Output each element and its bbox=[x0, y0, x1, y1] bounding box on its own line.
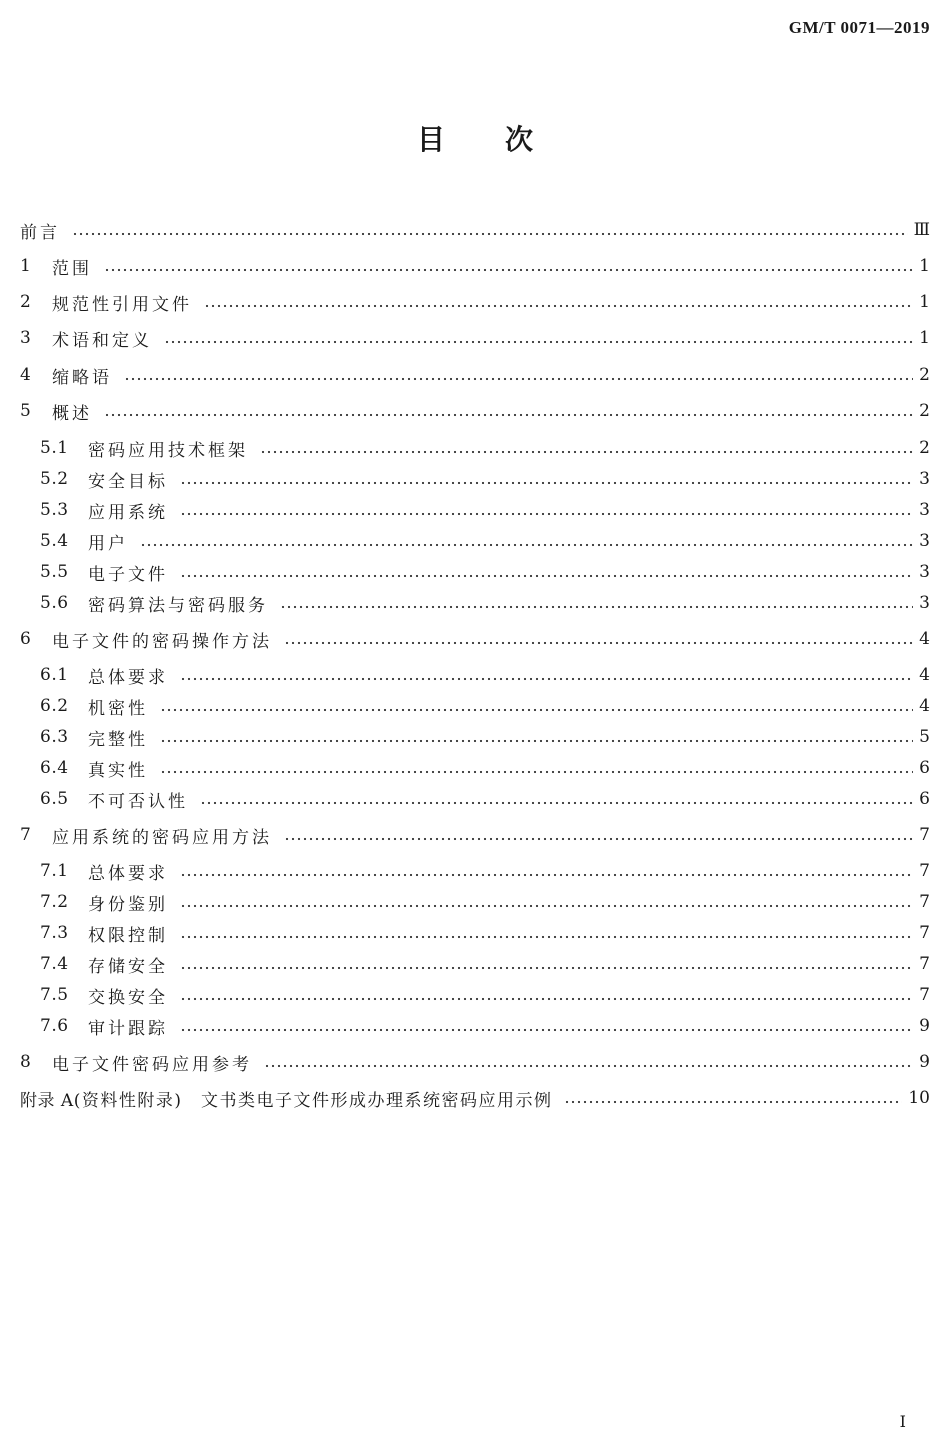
toc-dot-leader bbox=[104, 398, 913, 424]
toc-dot-leader bbox=[160, 724, 913, 750]
toc-entry[interactable] bbox=[40, 1013, 930, 1039]
toc-entry-label: 电子文件的密码操作方法 bbox=[52, 631, 272, 652]
toc-entry[interactable] bbox=[20, 253, 930, 279]
toc-entry-page: 1 bbox=[919, 256, 930, 276]
toc-dot-leader bbox=[260, 435, 913, 461]
toc-dot-leader bbox=[160, 693, 913, 719]
toc-entry-page: 7 bbox=[919, 985, 930, 1005]
toc-entry[interactable] bbox=[40, 982, 930, 1008]
toc-entry[interactable] bbox=[20, 362, 930, 388]
toc-dot-leader bbox=[200, 786, 913, 812]
toc-entry-label: 电子文件密码应用参考 bbox=[52, 1054, 252, 1075]
toc-entry-label: (资料性附录) 文书类电子文件形成办理系统密码应用示例 bbox=[73, 1090, 553, 1111]
toc-entry-page: 3 bbox=[919, 593, 930, 613]
toc-entry-label: 电子文件 bbox=[88, 564, 168, 585]
toc-dot-leader bbox=[160, 755, 913, 781]
toc-dot-leader bbox=[180, 951, 913, 977]
footer-page-number: I bbox=[899, 1412, 906, 1431]
toc-dot-leader bbox=[180, 889, 913, 915]
toc-entry[interactable] bbox=[40, 920, 930, 946]
toc-entry-number: 5.1 bbox=[40, 438, 69, 458]
toc-dot-leader bbox=[164, 325, 913, 351]
toc-entry-page: 7 bbox=[919, 954, 930, 974]
toc-entry-page: 3 bbox=[919, 500, 930, 520]
toc-entry-number: 4 bbox=[20, 365, 32, 385]
toc-dot-leader bbox=[284, 822, 913, 848]
toc-entry-label: 规范性引用文件 bbox=[52, 294, 192, 315]
toc-entry[interactable] bbox=[40, 662, 930, 688]
toc-entry-number: 7.4 bbox=[40, 954, 69, 974]
toc-entry[interactable] bbox=[20, 822, 930, 848]
toc-dot-leader bbox=[180, 920, 913, 946]
toc-entry-page: 6 bbox=[919, 789, 930, 809]
toc-entry[interactable] bbox=[40, 559, 930, 585]
toc-dot-leader bbox=[180, 662, 913, 688]
toc-entry-number: 8 bbox=[20, 1052, 32, 1072]
toc-entry-number: 3 bbox=[20, 328, 32, 348]
toc-entry-page: 7 bbox=[919, 892, 930, 912]
toc-entry-label: 应用系统的密码应用方法 bbox=[52, 827, 272, 848]
toc-dot-leader bbox=[564, 1085, 902, 1111]
toc-entry-label: 真实性 bbox=[88, 760, 148, 781]
toc-entry-page: 2 bbox=[919, 401, 930, 421]
toc-entry[interactable] bbox=[40, 497, 930, 523]
toc-entry-number: 6.3 bbox=[40, 727, 69, 747]
toc-entry-page: 5 bbox=[919, 727, 930, 747]
toc-dot-leader bbox=[204, 289, 913, 315]
page-title: 目次 bbox=[416, 123, 593, 156]
toc-entry-page: 2 bbox=[919, 365, 930, 385]
toc-dot-leader bbox=[124, 362, 913, 388]
toc-dot-leader bbox=[280, 590, 913, 616]
toc-dot-leader bbox=[180, 559, 913, 585]
toc-entry-label: 安全目标 bbox=[88, 471, 168, 492]
toc-entry-label: 术语和定义 bbox=[52, 330, 152, 351]
toc-entry-label: 存储安全 bbox=[88, 956, 168, 977]
toc-entry[interactable] bbox=[40, 755, 930, 781]
toc-entry-label: 前言 bbox=[20, 222, 60, 243]
toc-entry-label: 完整性 bbox=[88, 729, 148, 750]
toc-entry-page: 3 bbox=[919, 531, 930, 551]
toc-entry-number: 5.6 bbox=[40, 593, 69, 613]
toc-entry[interactable] bbox=[20, 1049, 930, 1075]
toc-entry-number: 7.2 bbox=[40, 892, 69, 912]
toc-entry[interactable] bbox=[40, 951, 930, 977]
toc-entry-number: 7 bbox=[20, 825, 32, 845]
toc-entry-number: 附录 A bbox=[20, 1090, 74, 1111]
toc-entry-number: 7.6 bbox=[40, 1016, 69, 1036]
toc-entry-number: 6 bbox=[20, 629, 32, 649]
toc-dot-leader bbox=[180, 982, 913, 1008]
toc-dot-leader bbox=[104, 253, 913, 279]
toc-entry-page: 3 bbox=[919, 469, 930, 489]
toc-entry-number: 2 bbox=[20, 292, 32, 312]
toc-entry-page: 9 bbox=[919, 1016, 930, 1036]
toc-dot-leader bbox=[180, 858, 913, 884]
toc-entry-page: 10 bbox=[908, 1088, 930, 1108]
toc-entry-number: 6.5 bbox=[40, 789, 69, 809]
toc-entry[interactable] bbox=[20, 1085, 930, 1111]
toc-entry-page: 2 bbox=[919, 438, 930, 458]
toc-entry-page: Ⅲ bbox=[913, 220, 930, 240]
toc-entry-label: 权限控制 bbox=[88, 925, 168, 946]
toc-entry[interactable] bbox=[40, 590, 930, 616]
standard-code: GM/T 0071—2019 bbox=[788, 18, 930, 37]
toc-entry[interactable] bbox=[40, 858, 930, 884]
toc-entry-label: 不可否认性 bbox=[88, 791, 188, 812]
toc-entry-number: 5.4 bbox=[40, 531, 69, 551]
toc-entry-number: 5 bbox=[20, 401, 32, 421]
toc-entry-number: 5.5 bbox=[40, 562, 69, 582]
toc-dot-leader bbox=[264, 1049, 913, 1075]
toc-entry-label: 身份鉴别 bbox=[88, 894, 168, 915]
toc-entry-page: 9 bbox=[919, 1052, 930, 1072]
toc-entry-label: 交换安全 bbox=[88, 987, 168, 1008]
toc-entry-label: 总体要求 bbox=[88, 667, 168, 688]
toc-dot-leader bbox=[140, 528, 913, 554]
toc-entry-label: 应用系统 bbox=[88, 502, 168, 523]
toc-entry-label: 总体要求 bbox=[88, 863, 168, 884]
toc-entry-page: 7 bbox=[919, 825, 930, 845]
toc-dot-leader bbox=[180, 497, 913, 523]
toc-entry-label: 密码应用技术框架 bbox=[88, 440, 248, 461]
toc-entry-number: 6.1 bbox=[40, 665, 69, 685]
toc-entry[interactable] bbox=[20, 217, 930, 243]
toc-entry-page: 6 bbox=[919, 758, 930, 778]
toc-entry[interactable] bbox=[40, 786, 930, 812]
toc-entry[interactable] bbox=[20, 325, 930, 351]
toc-entry-label: 范围 bbox=[52, 258, 92, 279]
toc-entry-page: 4 bbox=[919, 696, 930, 716]
toc-entry[interactable] bbox=[40, 889, 930, 915]
toc-entry[interactable] bbox=[40, 693, 930, 719]
toc-entry[interactable] bbox=[40, 724, 930, 750]
toc-entry[interactable] bbox=[40, 435, 930, 461]
toc-entry-number: 6.4 bbox=[40, 758, 69, 778]
toc-entry-page: 1 bbox=[919, 292, 930, 312]
toc-entry-page: 7 bbox=[919, 861, 930, 881]
toc-entry-number: 7.3 bbox=[40, 923, 69, 943]
toc-dot-leader bbox=[72, 217, 908, 243]
toc-dot-leader bbox=[180, 1013, 913, 1039]
toc-entry-page: 1 bbox=[919, 328, 930, 348]
toc-entry-label: 审计跟踪 bbox=[88, 1018, 168, 1039]
toc-entry-label: 密码算法与密码服务 bbox=[88, 595, 268, 616]
toc-entry-number: 5.2 bbox=[40, 469, 69, 489]
toc-entry-number: 7.1 bbox=[40, 861, 69, 881]
toc-dot-leader bbox=[180, 466, 913, 492]
toc-entry[interactable] bbox=[20, 398, 930, 424]
toc-entry-number: 6.2 bbox=[40, 696, 69, 716]
toc-entry-page: 3 bbox=[919, 562, 930, 582]
toc-entry-number: 1 bbox=[20, 256, 32, 276]
toc-entry-label: 用户 bbox=[88, 533, 128, 554]
toc-dot-leader bbox=[284, 626, 913, 652]
toc-entry[interactable] bbox=[20, 289, 930, 315]
toc-entry-label: 缩略语 bbox=[52, 367, 112, 388]
toc-entry-number: 7.5 bbox=[40, 985, 69, 1005]
toc-entry-page: 4 bbox=[919, 629, 930, 649]
toc-entry-label: 概述 bbox=[52, 403, 92, 424]
toc-entry[interactable] bbox=[20, 626, 930, 652]
toc-entry-label: 机密性 bbox=[88, 698, 148, 719]
toc-entry[interactable] bbox=[40, 466, 930, 492]
toc-entry-page: 4 bbox=[919, 665, 930, 685]
toc-entry[interactable] bbox=[40, 528, 930, 554]
toc-entry-number: 5.3 bbox=[40, 500, 69, 520]
toc-entry-page: 7 bbox=[919, 923, 930, 943]
